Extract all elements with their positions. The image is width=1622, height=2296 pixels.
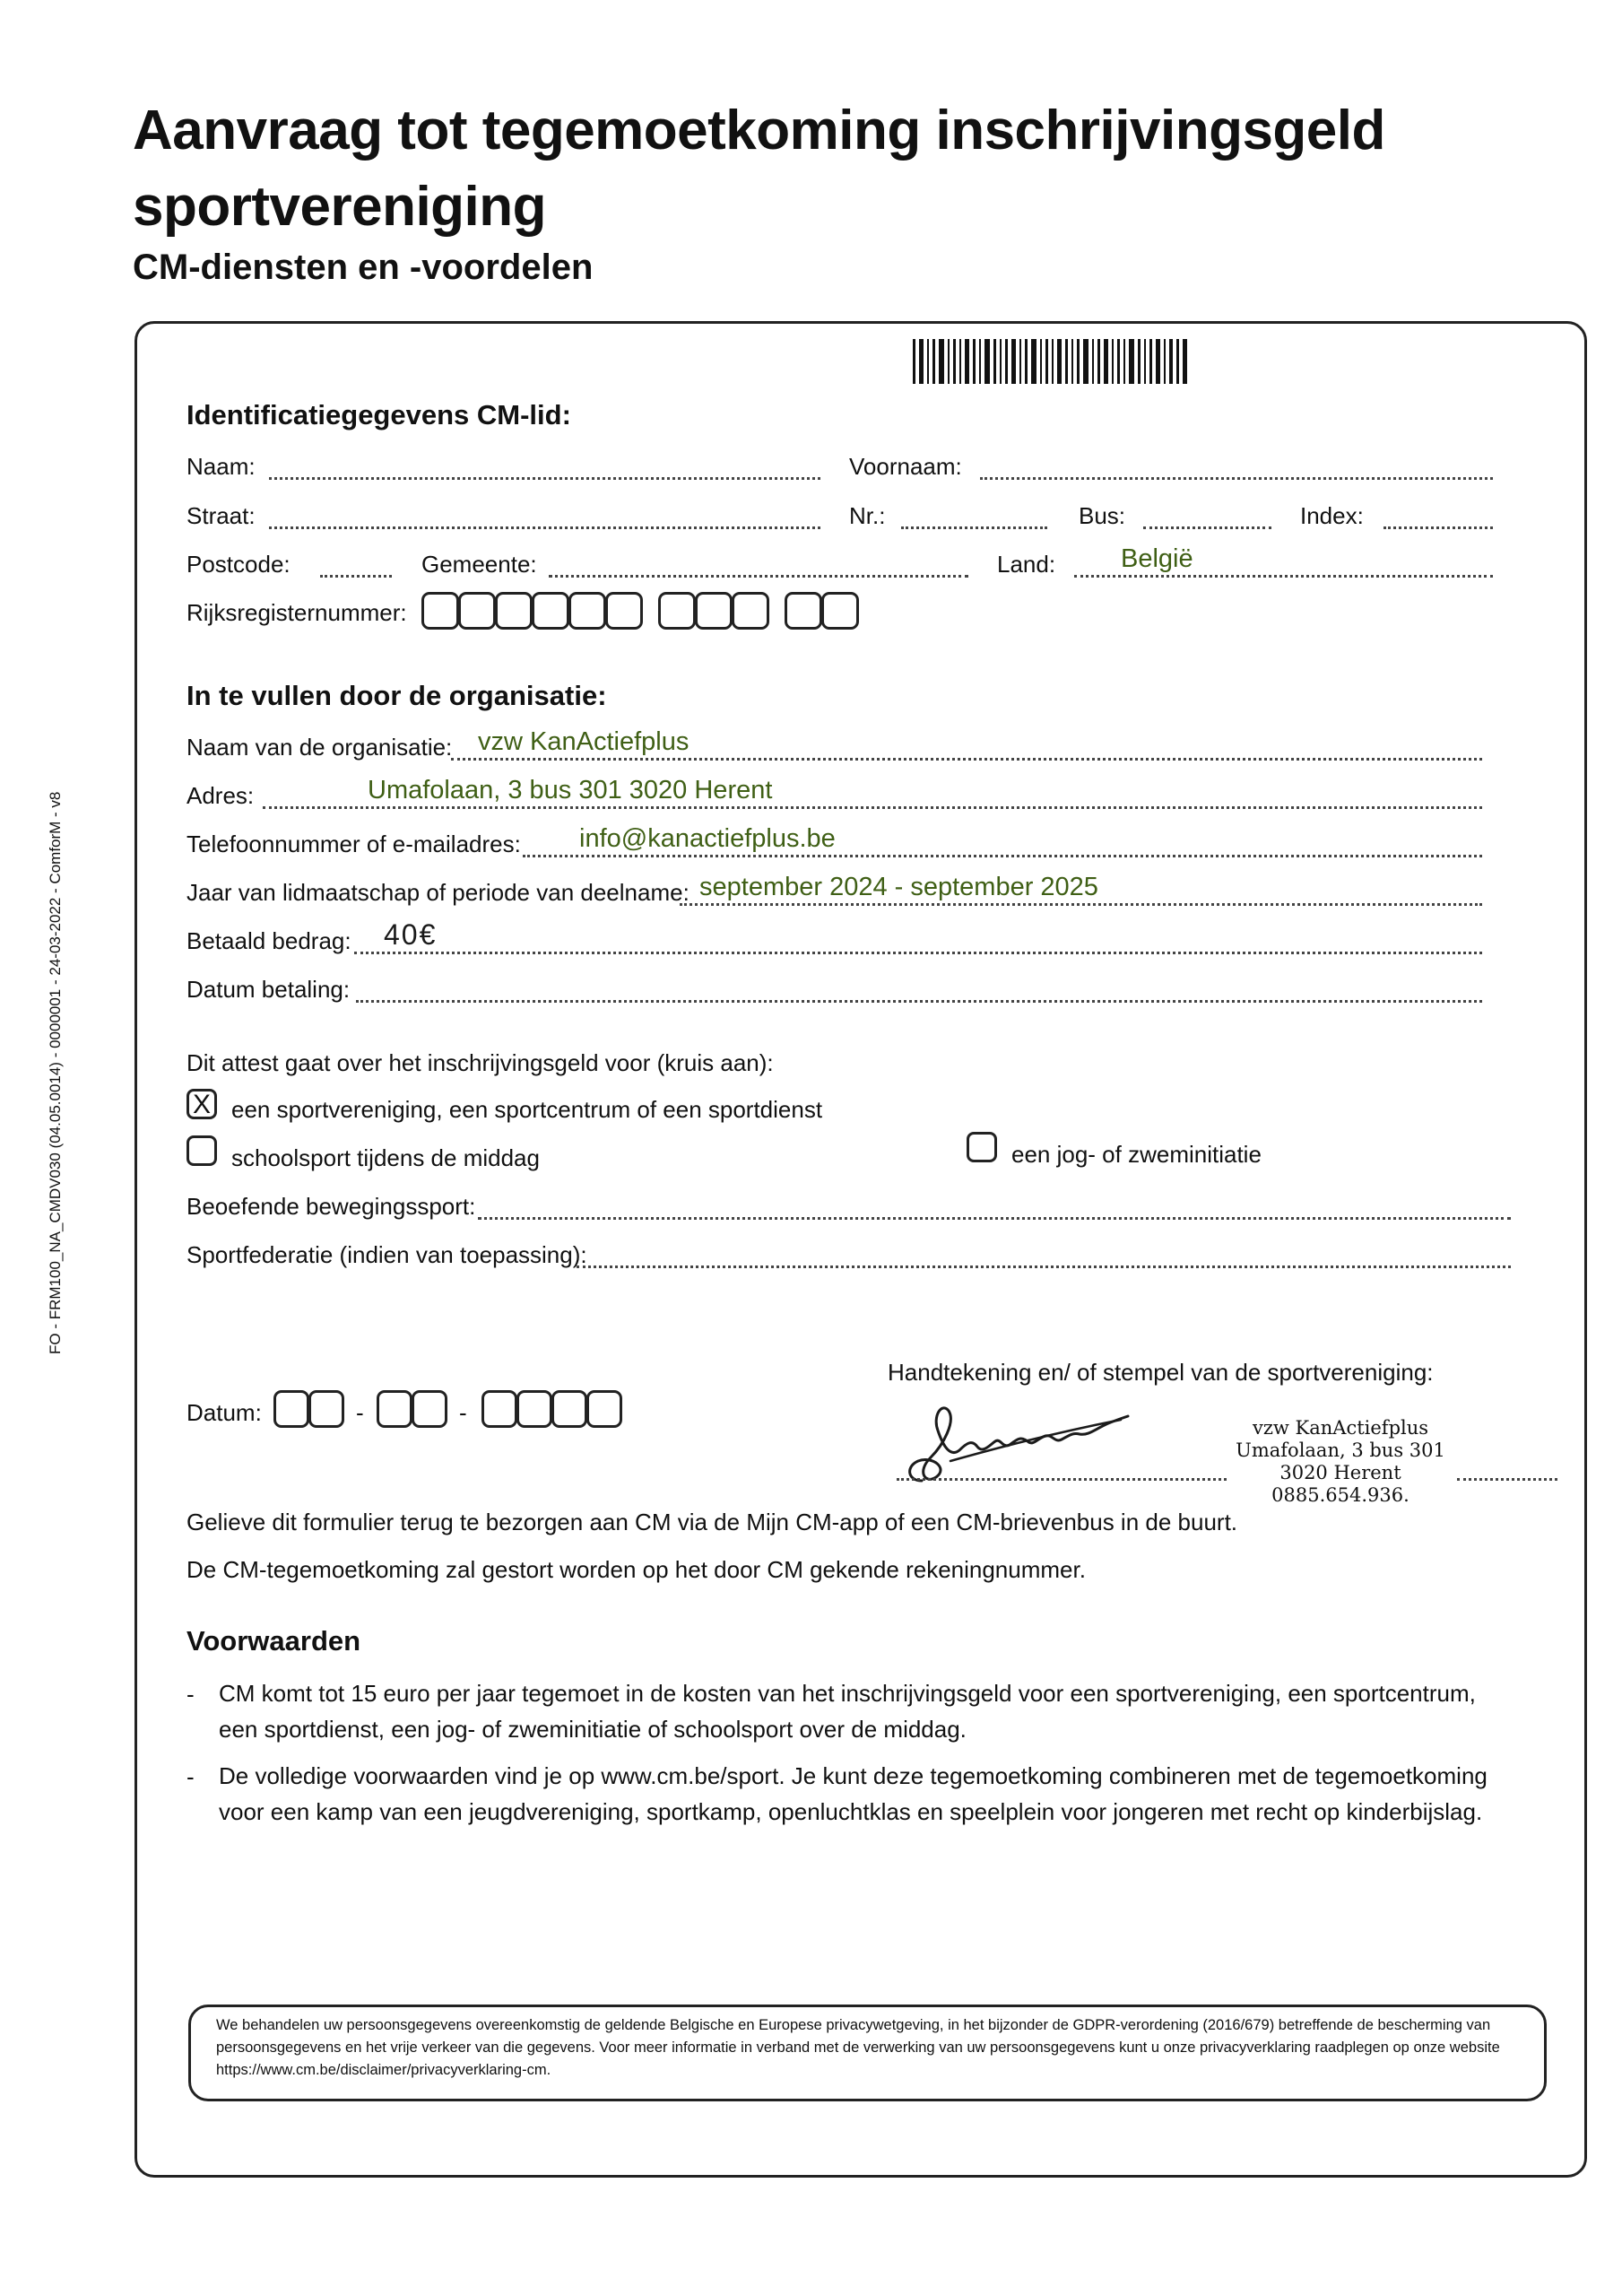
form-reference-code: FO - FRM100_NA_CMDV030 (04.05.0014) - 0000001 - 24-03-2022 - ComforM - v8: [47, 791, 64, 1354]
option-jog-zwem-checkbox[interactable]: [967, 1132, 997, 1162]
condition-item-2: De volledige voorwaarden vind je op www.cm.be/sport. Je kunt deze tegemoetkoming combineren met de tegemoetkoming voor een kamp van een jeugdvereniging, sportkamp, openluchtklas en speelplein voor jongeren met recht op kinderbijslag.: [219, 1762, 1488, 1825]
checkbox-mark: X: [192, 1090, 211, 1119]
adres-value: Umafolaan, 3 bus 301 3020 Herent: [368, 776, 773, 804]
datum-betaling-field[interactable]: [356, 1000, 1482, 1003]
contact-value: info@kanactiefplus.be: [579, 824, 836, 853]
date-separator: -: [459, 1399, 467, 1426]
rrn-digit-box[interactable]: [532, 592, 569, 630]
date-separator: -: [356, 1399, 364, 1426]
bus-label: Bus:: [1079, 502, 1126, 529]
rrn-digit-box[interactable]: [421, 592, 459, 630]
bullet-dash: -: [186, 1681, 195, 1708]
date-month-box[interactable]: [377, 1390, 412, 1428]
page-title-line2: sportvereniging: [133, 176, 547, 238]
bullet-dash: -: [186, 1763, 195, 1790]
rrn-digit-box[interactable]: [732, 592, 769, 630]
contact-field[interactable]: [523, 855, 1482, 857]
organisatie-naam-label: Naam van de organisatie:: [186, 734, 453, 761]
postcode-field[interactable]: [320, 575, 392, 578]
date-day-box[interactable]: [308, 1390, 344, 1428]
date-month-box[interactable]: [412, 1390, 447, 1428]
stamp-line: 0885.654.936.: [1271, 1484, 1409, 1506]
payment-note: De CM-tegemoetkoming zal gestort worden op het door CM gekende rekeningnummer.: [186, 1556, 1086, 1583]
signature-line-end: [1457, 1478, 1557, 1481]
option-sportvereniging-checkbox[interactable]: [186, 1089, 217, 1119]
bedrag-value: 40€: [384, 918, 438, 951]
datum-label: Datum:: [186, 1399, 262, 1426]
date-year-box[interactable]: [516, 1390, 552, 1428]
nr-label: Nr.:: [849, 502, 886, 529]
organisation-stamp: [1228, 1417, 1453, 1507]
stamp-line: vzw KanActiefplus: [1252, 1417, 1429, 1439]
index-label: Index:: [1300, 502, 1364, 529]
postcode-label: Postcode:: [186, 551, 291, 578]
conditions-heading: Voorwaarden: [186, 1625, 361, 1657]
page-title-line1: Aanvraag tot tegemoetkoming inschrijvingsgeld: [133, 100, 1385, 161]
barcode-icon: [913, 339, 1191, 384]
rrn-digit-box[interactable]: [695, 592, 733, 630]
bewegingssport-field[interactable]: [478, 1217, 1511, 1220]
rrn-digit-box[interactable]: [495, 592, 533, 630]
sportfederatie-label: Sportfederatie (indien van toepassing):: [186, 1241, 587, 1268]
option-schoolsport-label: schoolsport tijdens de middag: [231, 1144, 540, 1171]
date-day-box[interactable]: [273, 1390, 309, 1428]
option-schoolsport-checkbox[interactable]: [186, 1135, 217, 1166]
gemeente-label: Gemeente:: [421, 551, 537, 578]
rrn-digit-box[interactable]: [658, 592, 696, 630]
signature-heading: Handtekening en/ of stempel van de sportvereniging:: [888, 1359, 1434, 1386]
rrn-digit-box[interactable]: [458, 592, 496, 630]
organisatie-naam-field[interactable]: [451, 758, 1482, 761]
adres-label: Adres:: [186, 782, 255, 809]
jaar-value: september 2024 - september 2025: [699, 873, 1098, 901]
nr-field[interactable]: [901, 526, 1047, 529]
signature-line[interactable]: [897, 1478, 1227, 1481]
naam-label: Naam:: [186, 453, 256, 480]
condition-item-1: CM komt tot 15 euro per jaar tegemoet in de kosten van het inschrijvingsgeld voor een sportvereniging, een sportcentrum, een sportdienst, een jog- of zweminitiatie of schoolsport over de middag.: [219, 1680, 1476, 1743]
member-section-heading: Identificatiegegevens CM-lid:: [186, 399, 571, 430]
straat-label: Straat:: [186, 502, 256, 529]
voornaam-label: Voornaam:: [849, 453, 962, 480]
straat-field[interactable]: [269, 526, 820, 529]
gemeente-field[interactable]: [549, 575, 968, 578]
privacy-text: We behandelen uw persoonsgegevens overeenkomstig de geldende Belgische en Europese privacywetgeving, in het bijzonder de GDPR-verordening (2016/679) betreffende de bescherming van persoonsgegevens en het vrije verkeer van die gegevens. Voor meer informatie in verband met de verwerking van uw persoonsgegevens kunt u onze privacyverklaring raadplegen op onze website https://www.cm.be/disclaimer/privacyverklaring-cm.: [216, 2017, 1500, 2078]
jaar-label: Jaar van lidmaatschap of periode van deelname:: [186, 879, 690, 906]
rijksregisternummer-label: Rijksregisternummer:: [186, 599, 407, 626]
rrn-digit-box[interactable]: [785, 592, 822, 630]
return-note: Gelieve dit formulier terug te bezorgen aan CM via de Mijn CM-app of een CM-brievenbus in de buurt.: [186, 1509, 1238, 1535]
rrn-digit-box[interactable]: [605, 592, 643, 630]
contact-label: Telefoonnummer of e-mailadres:: [186, 831, 521, 857]
bedrag-field[interactable]: [354, 952, 1482, 954]
organisatie-naam-value: vzw KanActiefplus: [478, 727, 690, 756]
land-field[interactable]: [1074, 575, 1493, 578]
date-year-box[interactable]: [551, 1390, 587, 1428]
adres-field[interactable]: [263, 806, 1482, 809]
jaar-field[interactable]: [680, 903, 1482, 906]
naam-field[interactable]: [269, 477, 820, 480]
page-subtitle: CM-diensten en -voordelen: [133, 248, 594, 287]
land-label: Land:: [997, 551, 1056, 578]
date-year-box[interactable]: [481, 1390, 517, 1428]
stamp-line: 3020 Herent: [1279, 1462, 1401, 1483]
datum-betaling-label: Datum betaling:: [186, 976, 351, 1003]
bedrag-label: Betaald bedrag:: [186, 927, 351, 954]
option-jog-zwem-label: een jog- of zweminitiatie: [1011, 1141, 1262, 1168]
index-field[interactable]: [1383, 526, 1493, 529]
sportfederatie-field[interactable]: [577, 1265, 1511, 1268]
bus-field[interactable]: [1143, 526, 1271, 529]
option-sportvereniging-label: een sportvereniging, een sportcentrum of een sportdienst: [231, 1096, 823, 1123]
privacy-notice: [188, 2005, 1547, 2101]
voornaam-field[interactable]: [980, 477, 1493, 480]
attest-intro: Dit attest gaat over het inschrijvingsgeld voor (kruis aan):: [186, 1049, 774, 1076]
bewegingssport-label: Beoefende bewegingssport:: [186, 1193, 476, 1220]
rrn-digit-box[interactable]: [821, 592, 859, 630]
stamp-line: Umafolaan, 3 bus 301: [1236, 1439, 1445, 1461]
land-value: België: [1121, 544, 1193, 573]
rrn-digit-box[interactable]: [568, 592, 606, 630]
date-year-box[interactable]: [586, 1390, 622, 1428]
organisation-section-heading: In te vullen door de organisatie:: [186, 680, 607, 711]
